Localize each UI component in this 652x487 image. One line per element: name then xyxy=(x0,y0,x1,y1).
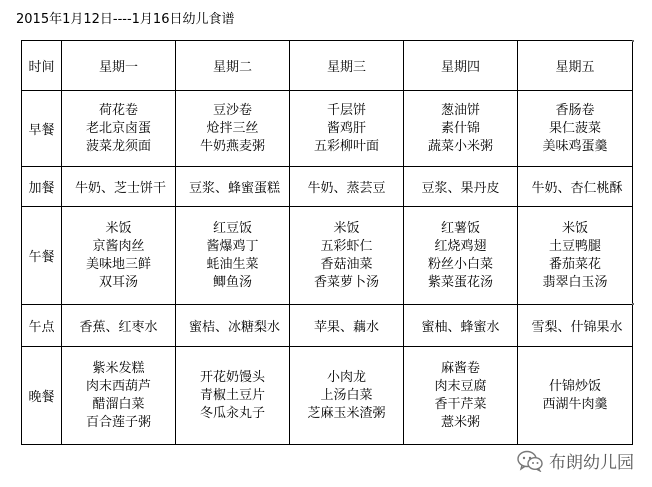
dinner-cell-tue xyxy=(176,347,290,445)
dish-item: 麻酱卷 xyxy=(440,360,480,376)
snack-cell-wed: 牛奶、蒸芸豆 xyxy=(290,167,404,207)
header-day-thu: 星期四 xyxy=(404,41,518,91)
watermark-text: 布朗幼儿园 xyxy=(549,453,634,473)
breakfast-cell-mon xyxy=(62,91,176,167)
dish-item: 果仁菠菜 xyxy=(548,120,601,136)
dish-item: 菠菜龙须面 xyxy=(85,138,151,154)
watermark xyxy=(517,448,634,473)
breakfast-label: 早餐 xyxy=(22,91,62,167)
dish-item: 开花奶馒头 xyxy=(199,369,265,385)
header-day-fri: 星期五 xyxy=(518,41,633,91)
dish-item: 蔬菜小米粥 xyxy=(427,138,493,154)
table-edge-mark xyxy=(632,303,634,305)
dish-item: 香肠卷 xyxy=(555,102,595,118)
dish-item: 冬瓜汆丸子 xyxy=(199,405,265,421)
wechat-icon xyxy=(517,450,543,472)
breakfast-cell-tue xyxy=(176,91,290,167)
dish-item: 五彩柳叶面 xyxy=(313,138,379,154)
dinner-cell-wed xyxy=(290,347,404,445)
lunch-cell-fri xyxy=(518,207,633,305)
snack-cell-thu: 豆浆、果丹皮 xyxy=(404,167,518,207)
dish-item: 美味地三鲜 xyxy=(85,256,151,272)
dish-item: 小肉龙 xyxy=(326,369,366,385)
dinner-cell-mon xyxy=(62,347,176,445)
header-row xyxy=(22,41,633,91)
dish-item: 米饭 xyxy=(561,220,588,236)
dish-item: 酱鸡肝 xyxy=(326,120,366,136)
breakfast-cell-thu xyxy=(404,91,518,167)
dish-item: 粉丝小白菜 xyxy=(427,256,493,272)
afternoon-label: 午点 xyxy=(22,305,62,347)
afternoon-cell-tue: 蜜桔、冰糖梨水 xyxy=(176,305,290,347)
dish-item: 红薯饭 xyxy=(440,220,480,236)
afternoon-cell-thu: 蜜柚、蜂蜜水 xyxy=(404,305,518,347)
dish-item: 荷花卷 xyxy=(98,102,138,118)
dish-item: 香菇油菜 xyxy=(320,256,373,272)
dish-item: 京酱肉丝 xyxy=(92,238,145,254)
dish-item: 紫菜蛋花汤 xyxy=(427,274,493,290)
afternoon-cell-wed: 苹果、藕水 xyxy=(290,305,404,347)
dish-item: 豆沙卷 xyxy=(212,102,252,118)
lunch-row xyxy=(22,207,633,305)
dish-item: 米饭 xyxy=(333,220,360,236)
dish-item: 红豆饭 xyxy=(212,220,252,236)
dish-item: 醋溜白菜 xyxy=(92,396,145,412)
dish-item: 牛奶燕麦粥 xyxy=(199,138,265,154)
dish-item: 紫米发糕 xyxy=(92,360,145,376)
dish-item: 米饭 xyxy=(105,220,132,236)
dish-item: 香菜萝卜汤 xyxy=(313,274,379,290)
dinner-cell-fri xyxy=(518,347,633,445)
dish-item: 美味鸡蛋羹 xyxy=(542,138,608,154)
snack-row xyxy=(22,167,633,207)
dish-item: 酱爆鸡丁 xyxy=(206,238,259,254)
lunch-cell-thu xyxy=(404,207,518,305)
snack-cell-mon: 牛奶、芝士饼干 xyxy=(62,167,176,207)
dish-item: 千层饼 xyxy=(326,102,366,118)
dish-item: 西湖牛肉羹 xyxy=(542,396,608,412)
header-day-wed: 星期三 xyxy=(290,41,404,91)
dish-item: 薏米粥 xyxy=(440,414,480,430)
dish-item: 什锦炒饭 xyxy=(548,378,601,394)
dish-item: 炝拌三丝 xyxy=(206,120,259,136)
dish-item: 老北京卤蛋 xyxy=(85,120,151,136)
dish-item: 双耳汤 xyxy=(98,274,138,290)
snack-cell-fri: 牛奶、杏仁桃酥 xyxy=(518,167,633,207)
dish-item: 青椒土豆片 xyxy=(199,387,265,403)
breakfast-cell-wed xyxy=(290,91,404,167)
breakfast-cell-fri xyxy=(518,91,633,167)
dish-item: 土豆鸭腿 xyxy=(548,238,601,254)
dish-item: 芝麻玉米渣粥 xyxy=(307,405,386,421)
afternoon-cell-mon: 香蕉、红枣水 xyxy=(62,305,176,347)
dish-item: 番茄菜花 xyxy=(548,256,601,272)
dish-item: 蚝油生菜 xyxy=(206,256,259,272)
dish-item: 素什锦 xyxy=(440,120,480,136)
header-day-tue: 星期二 xyxy=(176,41,290,91)
dish-item: 肉末西葫芦 xyxy=(85,378,151,394)
dish-item: 肉末豆腐 xyxy=(434,378,487,394)
header-corner: 时间 xyxy=(22,41,62,91)
dish-item: 葱油饼 xyxy=(440,102,480,118)
snack-label: 加餐 xyxy=(22,167,62,207)
table-corner-mark xyxy=(632,40,634,42)
snack-cell-tue: 豆浆、蜂蜜蛋糕 xyxy=(176,167,290,207)
afternoon-cell-fri: 雪梨、什锦果水 xyxy=(518,305,633,347)
dish-item: 五彩虾仁 xyxy=(320,238,373,254)
lunch-cell-wed xyxy=(290,207,404,305)
lunch-label: 午餐 xyxy=(22,207,62,305)
dinner-cell-thu xyxy=(404,347,518,445)
dish-item: 翡翠白玉汤 xyxy=(542,274,608,290)
dinner-label: 晚餐 xyxy=(22,347,62,445)
menu-table xyxy=(21,40,633,445)
dish-item: 百合莲子粥 xyxy=(85,414,151,430)
lunch-cell-tue xyxy=(176,207,290,305)
dish-item: 鲫鱼汤 xyxy=(212,274,252,290)
header-day-mon: 星期一 xyxy=(62,41,176,91)
afternoon-row xyxy=(22,305,633,347)
breakfast-row xyxy=(22,91,633,167)
lunch-cell-mon xyxy=(62,207,176,305)
page-title: 2015年1月12日----1月16日幼儿食谱 xyxy=(16,12,235,27)
dinner-row xyxy=(22,347,633,445)
dish-item: 上汤白菜 xyxy=(320,387,373,403)
dish-item: 香干芹菜 xyxy=(434,396,487,412)
dish-item: 红烧鸡翅 xyxy=(434,238,487,254)
